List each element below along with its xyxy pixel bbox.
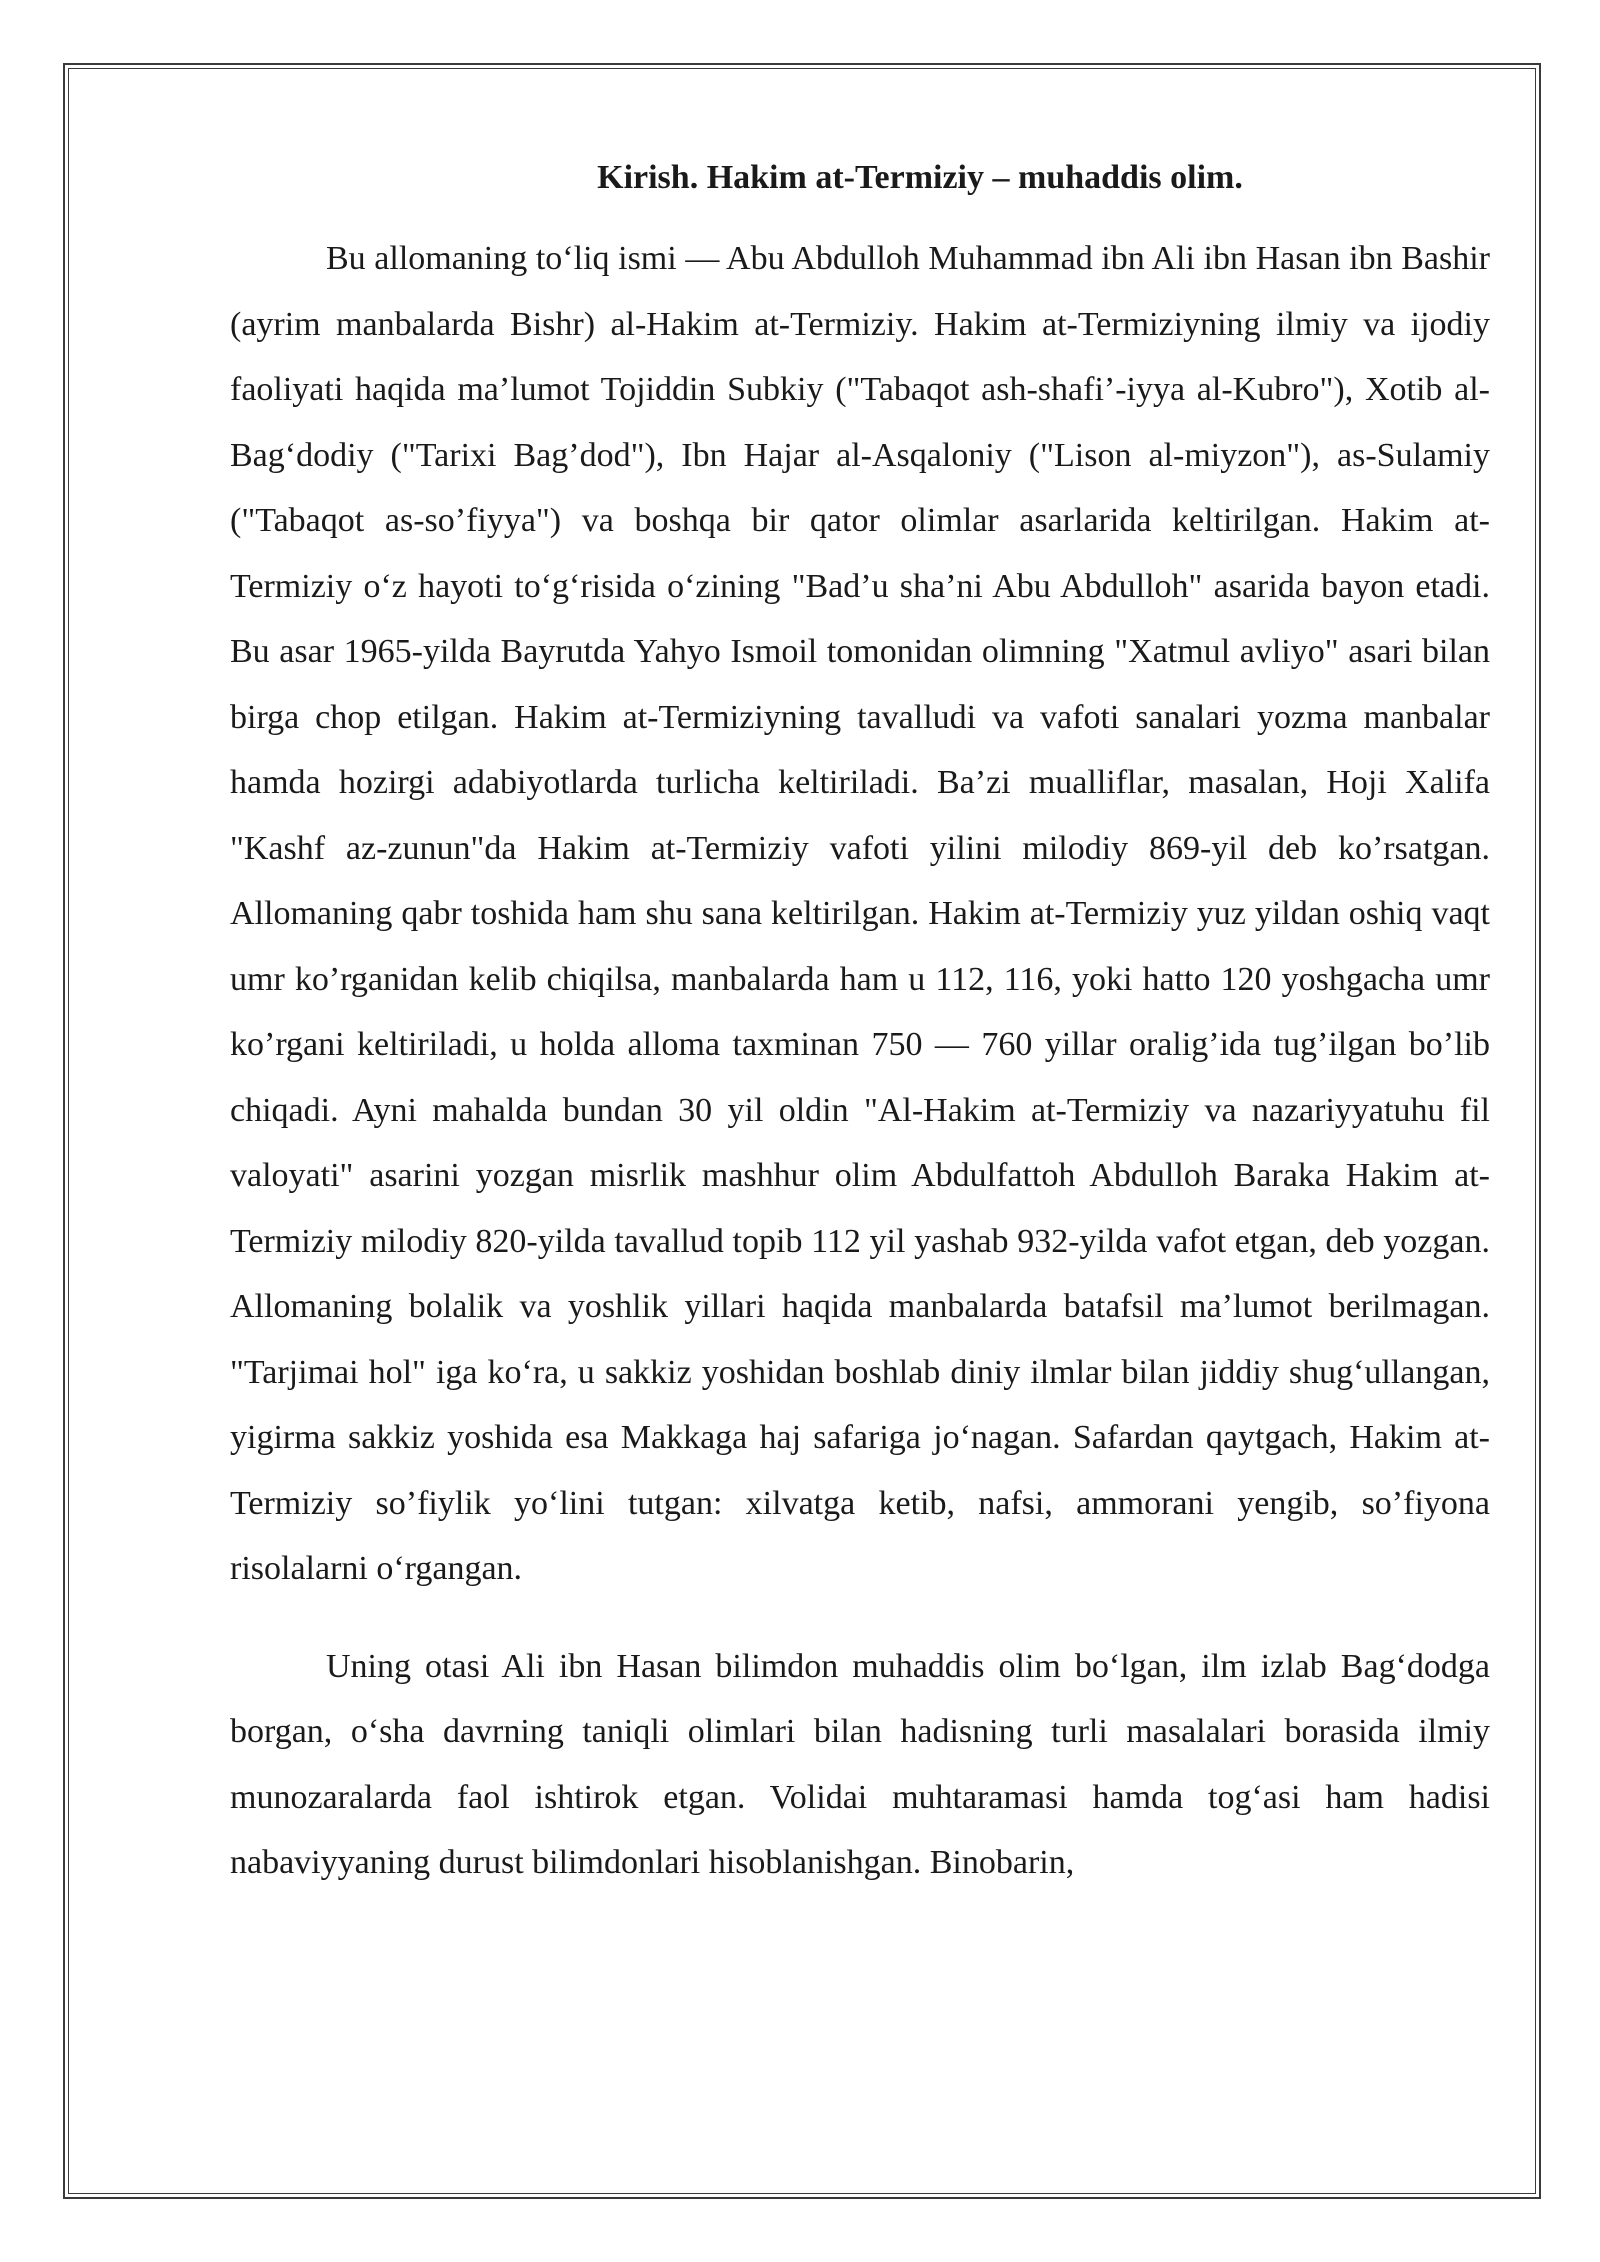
document-body (230, 150, 1490, 1896)
paragraph-2: Uning otasi Ali ibn Hasan bilimdon muhaddis olim bo‘lgan, ilm izlab Bag‘dodga borgan, o‘sha davrning taniqli olimlari bilan hadisning turli masalalari borasida ilmiy munozaralarda faol ishtirok etgan. Volidai muhtaramasi hamda tog‘asi ham hadisi nabaviyyaning durust bilimdonlari hisoblanishgan. Binobarin, (230, 1647, 1490, 1881)
paragraph-1: Bu allomaning to‘liq ismi — Abu Abdulloh Muhammad ibn Ali ibn Hasan ibn Bashir (ayrim manbalarda Bishr) al-Hakim at-Termiziy. Hakim at-Termiziyning ilmiy va ijodiy faoliyati haqida ma’lumot Tojiddin Subkiy ("Tabaqot ash-shafi’-iyya al-Kubro"), Xotib al-Bag‘dodiy ("Tarixi Bag’dod"), Ibn Hajar al-Asqaloniy ("Lison al-miyzon"), as-Sulamiy ("Tabaqot as-so’fiyya") va boshqa bir qator olimlar asarlarida keltirilgan. Hakim at-Termiziy o‘z hayoti to‘g‘risida o‘zining "Bad’u sha’ni Abu Abdulloh" asarida bayon etadi. Bu asar 1965-yilda Bayrutda Yahyo Ismoil tomonidan olimning "Xatmul avliyo" asari bilan birga chop etilgan. Hakim at-Termiziyning tavalludi va vafoti sanalari yozma manbalar hamda hozirgi adabiyotlarda turlicha keltiriladi. Ba’zi mualliflar, masalan, Hoji Xalifa "Kashf az-zunun"da Hakim at-Termiziy vafoti yilini milodiy 869-yil deb ko’rsatgan. Allomaning qabr toshida ham shu sana keltirilgan. Hakim at-Termiziy yuz yildan oshiq vaqt umr ko’rganidan kelib chiqilsa, manbalarda ham u 112, 116, yoki hatto 120 yoshgacha umr ko’rgani keltiriladi, u holda alloma taxminan 750 — 760 yillar oralig’ida tug’ilgan bo’lib chiqadi. Ayni mahalda bundan 30 yil oldin "Al-Hakim at-Termiziy va nazariyyatuhu fil valoyati" asarini yozgan misrlik mashhur olim Abdulfattoh Abdulloh Baraka Hakim at-Termiziy milodiy 820-yilda tavallud topib 112 yil yashab 932-yilda vafot etgan, deb yozgan. Allomaning bolalik va yoshlik yillari haqida manbalarda batafsil ma’lumot berilmagan. "Tarjimai hol" iga ko‘ra, u sakkiz yoshidan boshlab diniy ilmlar bilan jiddiy shug‘ullangan, yigirma sakkiz yoshida esa Makkaga haj safariga jo‘nagan. Safardan qaytgach, Hakim at-Termiziy so’fiylik yo‘lini tutgan: xilvatga ketib, nafsi, ammorani yengib, so’fiyona risolalarni o‘rgangan. (230, 240, 1490, 1587)
page-title: Kirish. Hakim at-Termiziy – muhaddis olim. (597, 159, 1243, 196)
